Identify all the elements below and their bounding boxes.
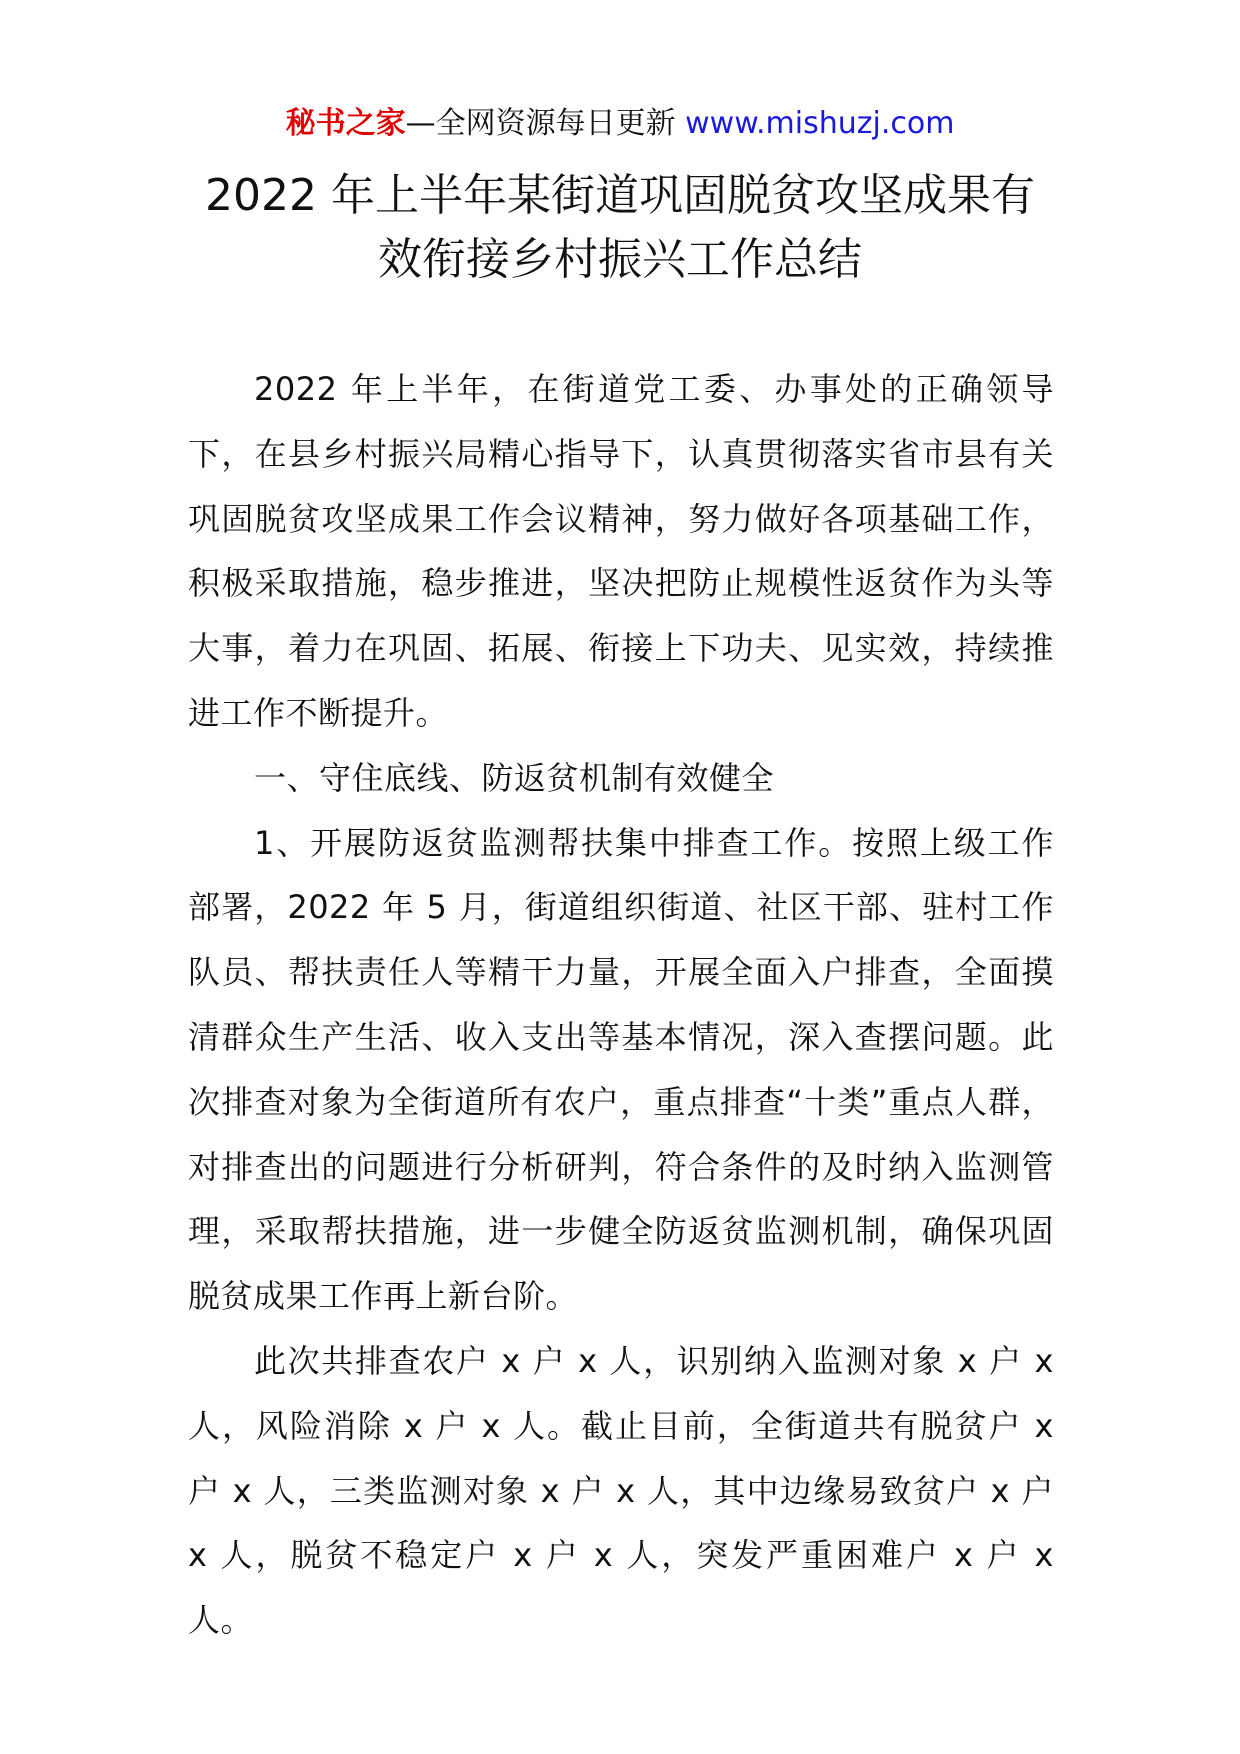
header-brand: 秘书之家 [285,106,406,141]
document-body [188,357,1054,1653]
header-slogan: —全网资源每日更新 [405,106,676,141]
paragraph-intro: 2022 年上半年，在街道党工委、办事处的正确领导下，在县乡村振兴局精心指导下，认真贯彻落实省市县有关巩固脱贫攻坚成果工作会议精神，努力做好各项基础工作，积极采取措施，稳步推进，坚决把防止规模性返贫作为头等大事，着力在巩固、拓展、衔接上下功夫、见实效，持续推进工作不断提升。 [188,370,1054,732]
header-url-link[interactable]: www.mishuzj.com [685,106,955,141]
paragraph-statistics: 此次共排查农户 x 户 x 人，识别纳入监测对象 x 户 x 人，风险消除 x 户 x 人。截止目前，全街道共有脱贫户 x 户 x 人，三类监测对象 x 户 x 人，其中边缘易致贫户 x 户 x 人，脱贫不稳定户 x 户 x 人，突发严重困难户 x 户 x 人。 [188,1341,1054,1640]
title-line-1: 2022 年上半年某街道巩固脱贫攻坚成果有 [205,170,1035,221]
document-title [150,164,1090,292]
title-line-2: 效衔接乡村振兴工作总结 [378,234,862,285]
paragraph-item-1: 1、开展防返贫监测帮扶集中排查工作。按照上级工作部署，2022 年 5 月，街道组织街道、社区干部、驻村工作队员、帮扶责任人等精干力量，开展全面入户排查，全面摸清群众生产生活、收入支出等基本情况，深入查摆问题。此次排查对象为全街道所有农户，重点排查“十类”重点人群，对排查出的问题进行分析研判，符合条件的及时纳入监测管理，采取帮扶措施，进一步健全防返贫监测机制，确保巩固脱贫成果工作再上新台阶。 [188,823,1054,1316]
section-heading-1: 一、守住底线、防返贫机制有效健全 [254,758,775,797]
site-header [0,104,1240,144]
